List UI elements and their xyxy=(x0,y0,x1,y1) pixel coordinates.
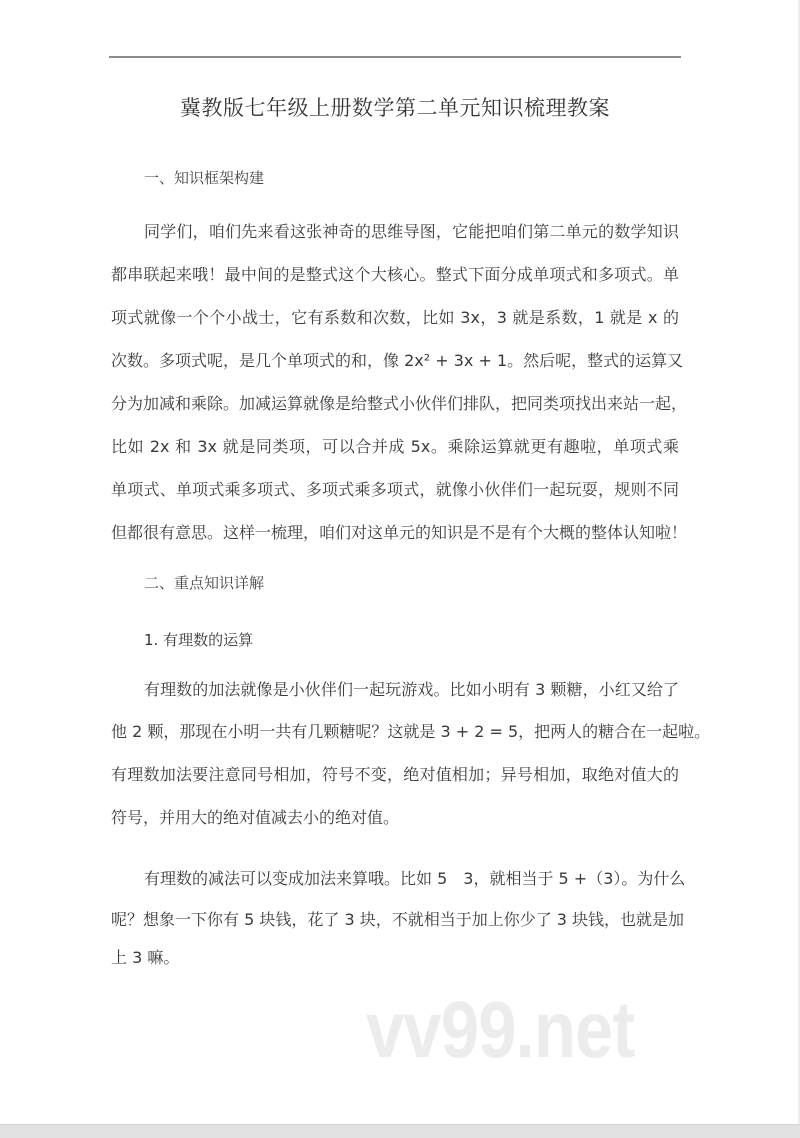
section-heading-key-points: 二、重点知识详解 xyxy=(144,574,265,592)
watermark: vv99.net xyxy=(366,985,635,1074)
header-rule xyxy=(109,56,681,58)
paragraph-line: 有理数的加法就像是小伙伴们一起玩游戏。比如小明有 3 颗糖，小红又给了 xyxy=(144,680,679,699)
paragraph-line: 有理数的减法可以变成加法来算哦。比如 5 3，就相当于 5 +（3）。为什么 xyxy=(144,869,686,888)
paragraph-line: 符号，并用大的绝对值减去小的绝对值。 xyxy=(111,808,400,827)
page-bottom-gap xyxy=(0,1124,800,1138)
document-title: 冀教版七年级上册数学第二单元知识梳理教案 xyxy=(180,96,610,120)
paragraph-line: 有理数加法要注意同号相加，符号不变，绝对值相加；异号相加，取绝对值大的 xyxy=(111,765,679,784)
paragraph-line: 呢？想象一下你有 5 块钱，花了 3 块，不就相当于加上你少了 3 块钱，也就是加 xyxy=(111,910,685,929)
paragraph-line: 分为加减和乘除。加减运算就像是给整式小伙伴们排队，把同类项找出来站一起， xyxy=(111,394,688,413)
paragraph-line: 他 2 颗，那现在小明一共有几颗糖呢？这就是 3 + 2 = 5，把两人的糖合在一起啦。 xyxy=(111,722,711,741)
paragraph-line: 上 3 嘛。 xyxy=(111,948,180,967)
paragraph-line: 项式就像一个个小战士，它有系数和次数，比如 3x，3 就是系数，1 就是 x 的 xyxy=(111,308,679,327)
paragraph-line: 同学们，咱们先来看这张神奇的思维导图，它能把咱们第二单元的数学知识 xyxy=(144,222,679,241)
paragraph-line: 都串联起来哦！最中间的是整式这个大核心。整式下面分成单项式和多项式。单 xyxy=(111,265,679,284)
section-heading-framework: 一、知识框架构建 xyxy=(144,169,265,187)
subsection-heading-rational-numbers: 1. 有理数的运算 xyxy=(144,631,254,649)
paragraph-line: 但都很有意思。这样一梳理，咱们对这单元的知识是不是有个大概的整体认知啦！ xyxy=(111,523,688,542)
paragraph-line: 比如 2x 和 3x 就是同类项，可以合并成 5x。乘除运算就更有趣啦，单项式乘 xyxy=(111,437,679,456)
paragraph-line: 单项式、单项式乘多项式、多项式乘多项式，就像小伙伴们一起玩耍，规则不同 xyxy=(111,480,679,499)
paragraph-line: 次数。多项式呢，是几个单项式的和，像 2x² + 3x + 1。然后呢，整式的运算又 xyxy=(111,351,684,370)
